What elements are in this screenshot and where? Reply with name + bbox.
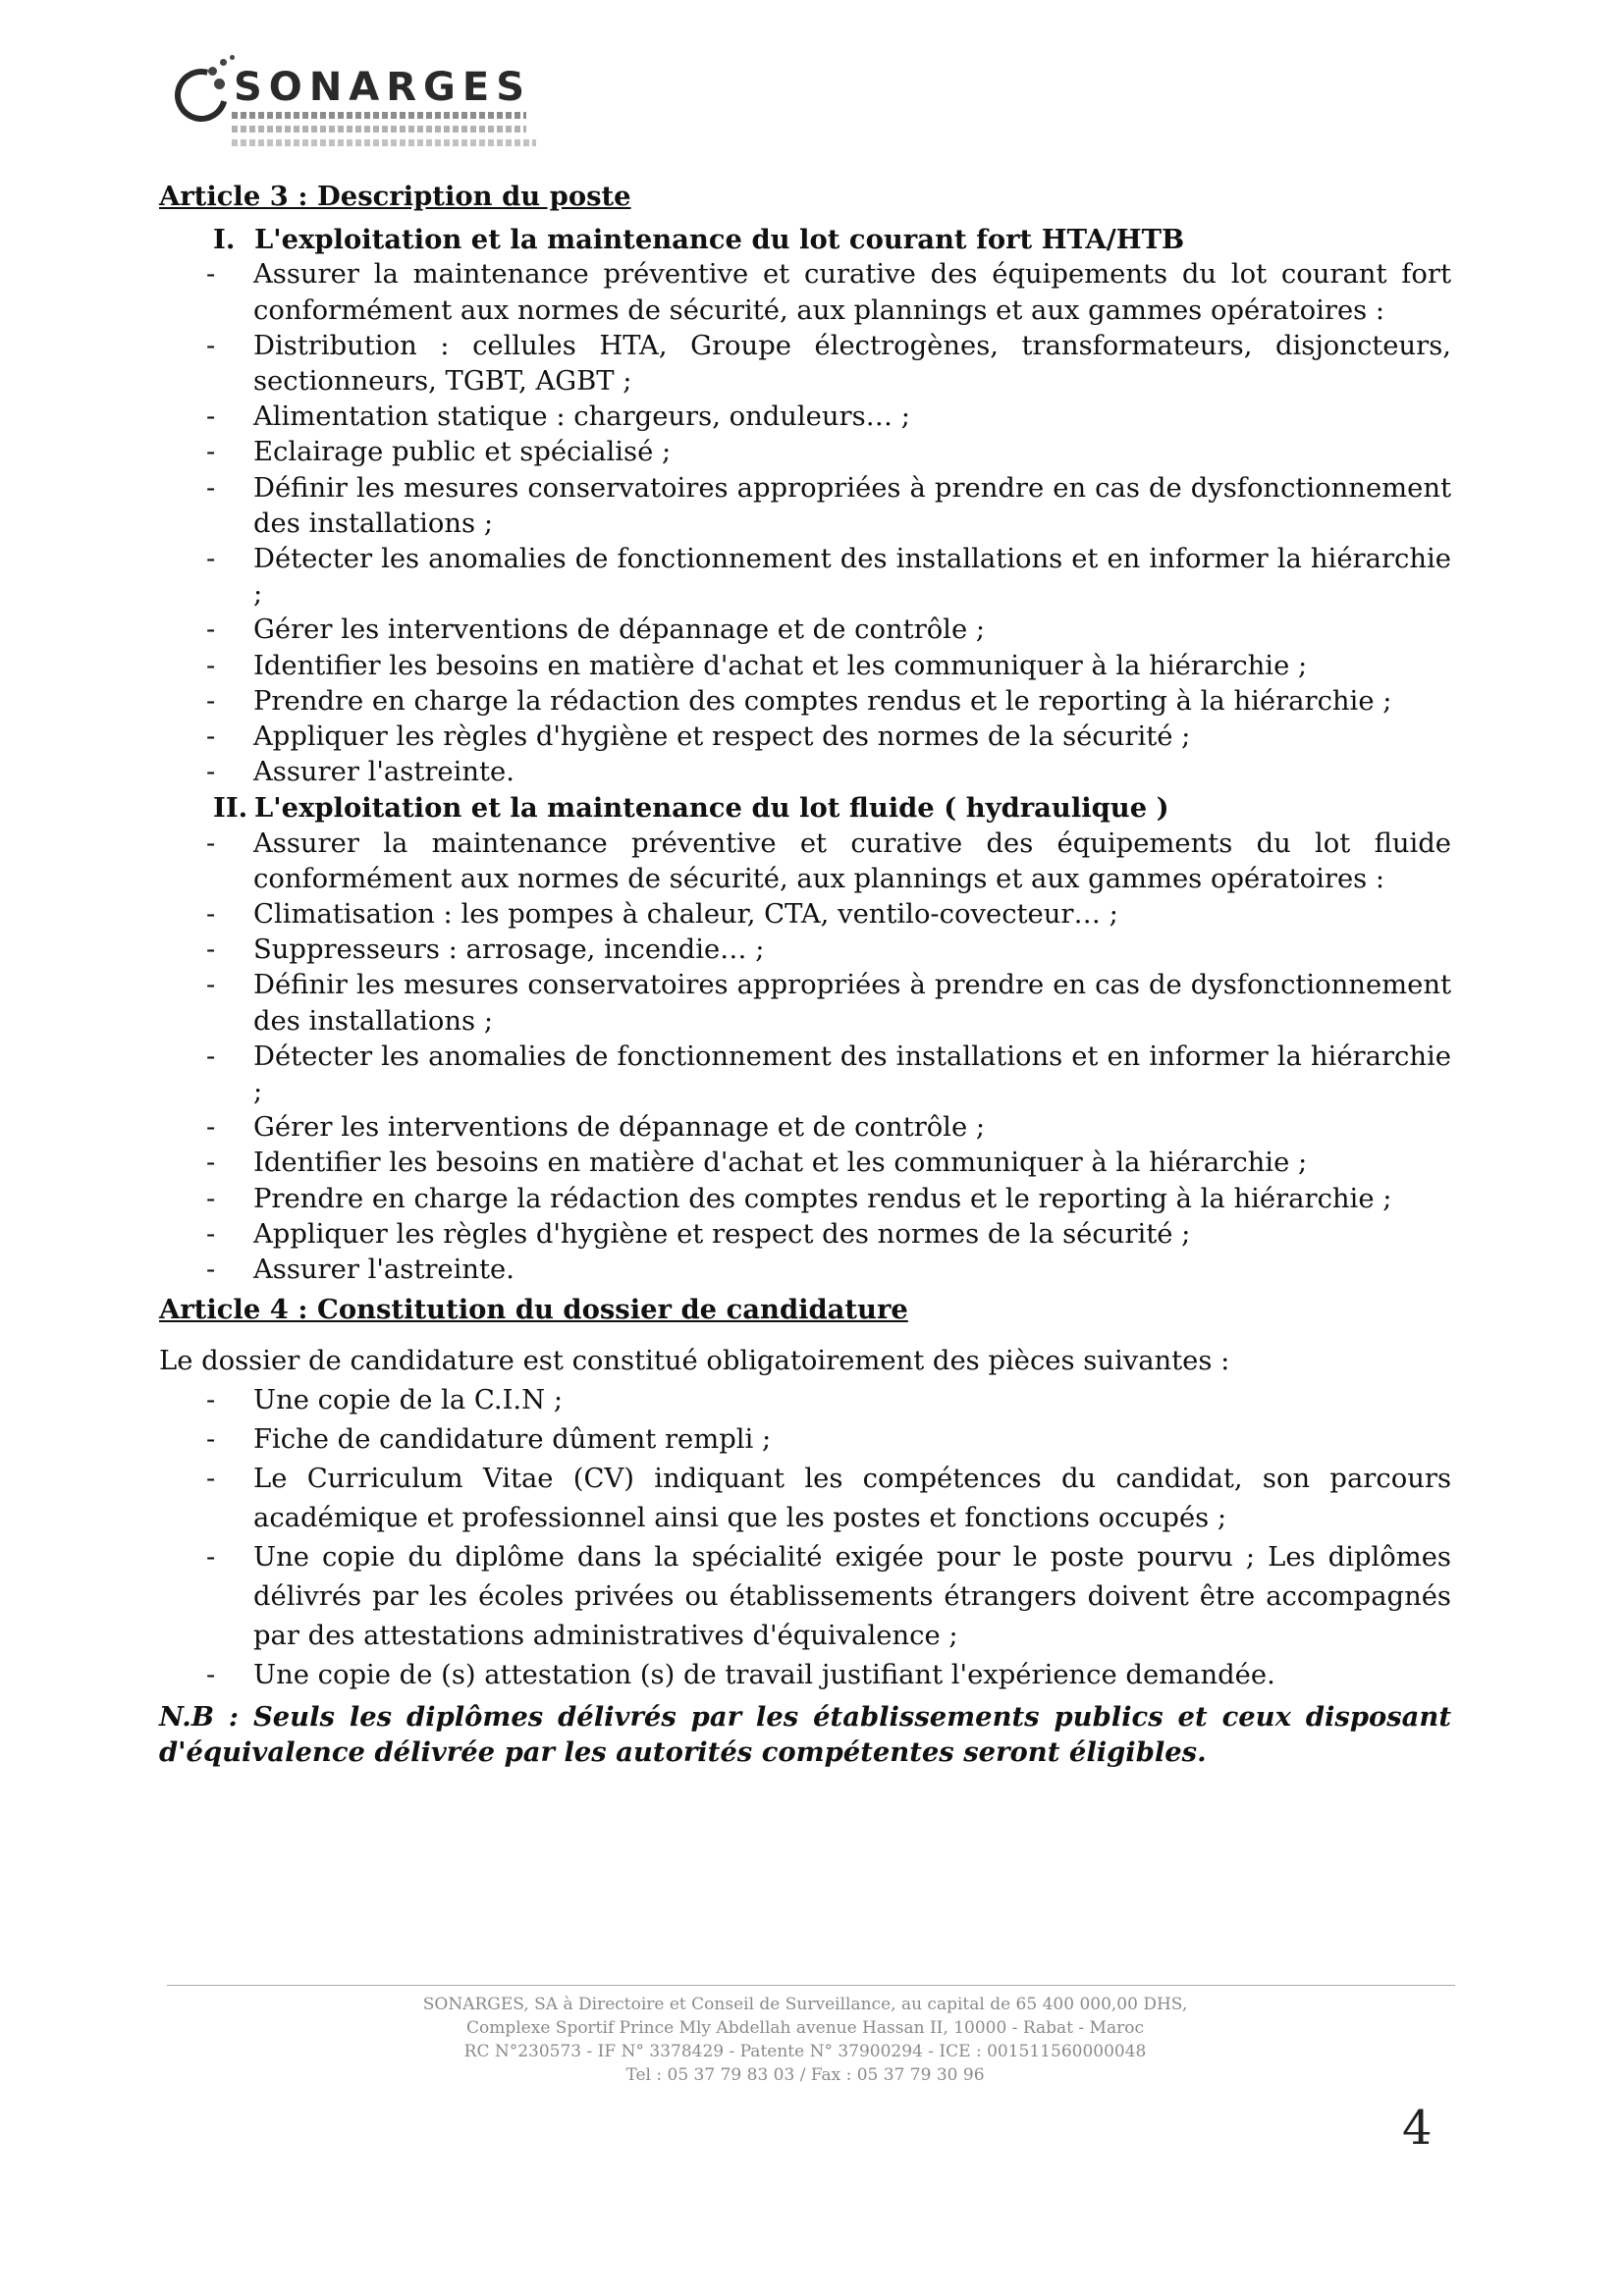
section-numeral: II. [213,792,248,825]
list-item: - Suppresseurs : arrosage, incendie… ; [206,933,1451,968]
footer-line: RC N°230573 - IF N° 3378429 - Patente N° 37900294 - ICE : 001511560000048 [463,2042,1147,2061]
list-item: - Le Curriculum Vitae (CV) indiquant les compétences du candidat, son parcours académique et professionnel ainsi que les postes et fonctions occupés ; [206,1460,1451,1538]
list-item: - Détecter les anomalies de fonctionnement des installations et en informer la hiérarchie ; [206,542,1451,613]
list-item: - Définir les mesures conservatoires appropriées à prendre en cas de dysfonctionnement des installations ; [206,968,1451,1039]
list-item: - Appliquer les règles d'hygiène et respect des normes de la sécurité ; [206,1217,1451,1253]
section-1-list [206,257,1451,790]
section-title: L'exploitation et la maintenance du lot fluide ( hydraulique ) [254,792,1169,825]
list-item: - Climatisation : les pompes à chaleur, CTA, ventilo-covecteur… ; [206,897,1451,933]
list-item: - Distribution : cellules HTA, Groupe électrogènes, transformateurs, disjoncteurs, sectionneurs, TGBT, AGBT ; [206,329,1451,400]
list-item: - Assurer la maintenance préventive et curative des équipements du lot fluide conformément aux normes de sécurité, aux plannings et aux gammes opératoires : [206,827,1451,897]
section-numeral: I. [213,224,236,256]
list-item: - Fiche de candidature dûment rempli ; [206,1420,1451,1460]
article-4-list [206,1381,1451,1695]
section-2-list [206,827,1451,1289]
logo-subtitle-line [232,126,526,133]
footer-line: SONARGES, SA à Directoire et Conseil de Surveillance, au capital de 65 400 000,00 DHS, [422,1995,1188,2014]
list-item: - Une copie de la C.I.N ; [206,1381,1451,1420]
article-4-intro: Le dossier de candidature est constitué obligatoirement des pièces suivantes : [159,1345,1230,1376]
list-item: - Prendre en charge la rédaction des comptes rendus et le reporting à la hiérarchie ; [206,684,1451,720]
list-item: - Gérer les interventions de dépannage et de contrôle ; [206,613,1451,648]
list-item: - Prendre en charge la rédaction des comptes rendus et le reporting à la hiérarchie ; [206,1182,1451,1217]
list-item: - Appliquer les règles d'hygiène et respect des normes de la sécurité ; [206,720,1451,755]
logo-subtitle-line [232,112,526,119]
list-item: - Identifier les besoins en matière d'achat et les communiquer à la hiérarchie ; [206,1146,1451,1181]
list-item: - Alimentation statique : chargeurs, onduleurs… ; [206,400,1451,435]
section-title: L'exploitation et la maintenance du lot courant fort HTA/HTB [254,224,1185,256]
footer [159,1993,1451,2087]
article-4-title: Article 4 : Constitution du dossier de candidature [159,1294,908,1326]
logo-name: SONARGES [234,65,532,110]
page-number: 4 [1402,2101,1433,2156]
list-item: - Définir les mesures conservatoires appropriées à prendre en cas de dysfonctionnement des installations ; [206,471,1451,542]
list-item: - Assurer la maintenance préventive et curative des équipements du lot courant fort conformément aux normes de sécurité, aux plannings et aux gammes opératoires : [206,257,1451,328]
section-2-heading [213,790,1451,826]
footer-divider [167,1985,1455,1986]
company-logo [165,47,577,145]
list-item: - Assurer l'astreinte. [206,755,1451,790]
document-body [159,179,1451,1770]
list-item: - Gérer les interventions de dépannage et de contrôle ; [206,1110,1451,1146]
nb-note: N.B : Seuls les diplômes délivrés par les établissements publics et ceux disposant d'équivalence délivrée par les autorités compétentes seront éligibles. [159,1700,1451,1768]
article-3-title: Article 3 : Description du poste [159,181,631,212]
list-item: - Eclairage public et spécialisé ; [206,435,1451,470]
list-item: - Une copie du diplôme dans la spécialité exigée pour le poste pourvu ; Les diplômes délivrés par les écoles privées ou établissements étrangers doivent être accompagnés par des attestations administratives d'équivalence ; [206,1538,1451,1656]
list-item: - Une copie de (s) attestation (s) de travail justifiant l'expérience demandée. [206,1656,1451,1695]
logo-subtitle-line [232,139,536,146]
footer-line: Tel : 05 37 79 83 03 / Fax : 05 37 79 30 96 [625,2065,985,2085]
list-item: - Identifier les besoins en matière d'achat et les communiquer à la hiérarchie ; [206,649,1451,684]
list-item: - Détecter les anomalies de fonctionnement des installations et en informer la hiérarchie ; [206,1040,1451,1110]
footer-line: Complexe Sportif Prince Mly Abdellah avenue Hassan II, 10000 - Rabat - Maroc [466,2018,1144,2038]
section-1-heading [213,222,1451,257]
list-item: - Assurer l'astreinte. [206,1253,1451,1288]
